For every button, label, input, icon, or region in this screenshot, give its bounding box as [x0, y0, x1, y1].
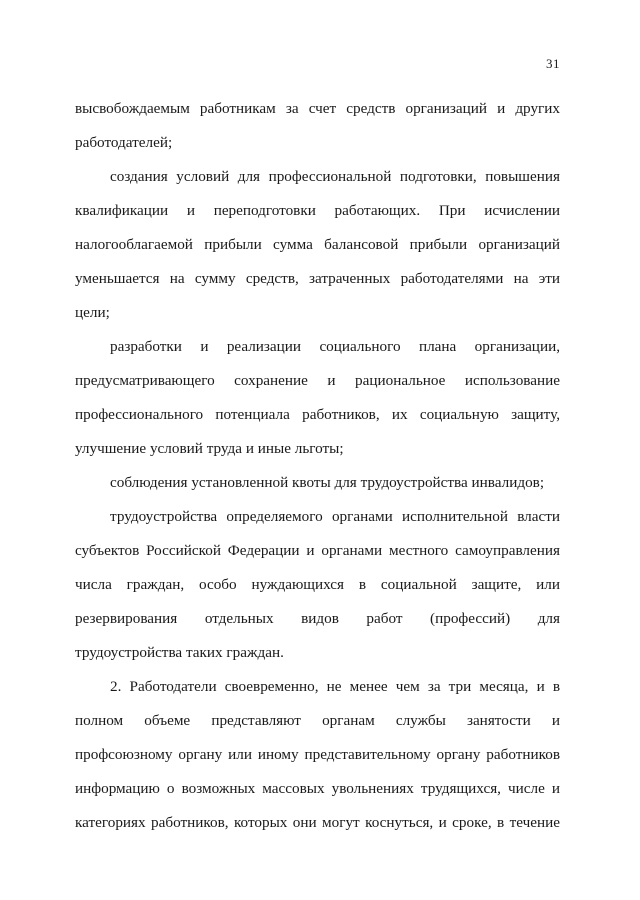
text-line: цели;: [75, 304, 110, 321]
text-line: профессионального потенциала работников, их социальную защиту,: [75, 406, 560, 423]
text-line: профсоюзному органу или иному представительному органу работников: [75, 746, 560, 763]
page-number: 31: [546, 56, 560, 71]
text-line: информацию о возможных массовых увольнениях трудящихся, числе и: [75, 780, 560, 797]
text-line: соблюдения установленной квоты для трудоустройства инвалидов;: [110, 474, 545, 491]
text-line: квалификации и переподготовки работающих. При исчислении: [75, 202, 560, 219]
document-body: [75, 92, 560, 840]
text-line: работодателей;: [75, 134, 173, 151]
text-line: уменьшается на сумму средств, затраченных работодателями на эти: [75, 270, 560, 287]
text-line: резервирования отдельных видов работ (профессий) для: [75, 610, 560, 627]
text-line: субъектов Российской Федерации и органами местного самоуправления: [75, 542, 560, 559]
text-line: создания условий для профессиональной подготовки, повышения: [110, 168, 560, 185]
text-line: разработки и реализации социального плана организации,: [110, 338, 560, 355]
text-line: трудоустройства определяемого органами исполнительной власти: [110, 508, 560, 525]
text-line: налогооблагаемой прибыли сумма балансовой прибыли организаций: [75, 236, 560, 253]
text-line: 2. Работодатели своевременно, не менее чем за три месяца, и в: [110, 678, 560, 695]
text-line: числа граждан, особо нуждающихся в социальной защите, или: [75, 576, 560, 593]
text-line: трудоустройства таких граждан.: [75, 644, 284, 661]
text-line: предусматривающего сохранение и рациональное использование: [75, 372, 560, 389]
text-line: высвобождаемым работникам за счет средств организаций и других: [75, 100, 560, 117]
text-line: категориях работников, которых они могут коснуться, и сроке, в течение: [75, 814, 560, 831]
text-line: улучшение условий труда и иные льготы;: [75, 440, 344, 457]
text-line: полном объеме представляют органам службы занятости и: [75, 712, 560, 729]
